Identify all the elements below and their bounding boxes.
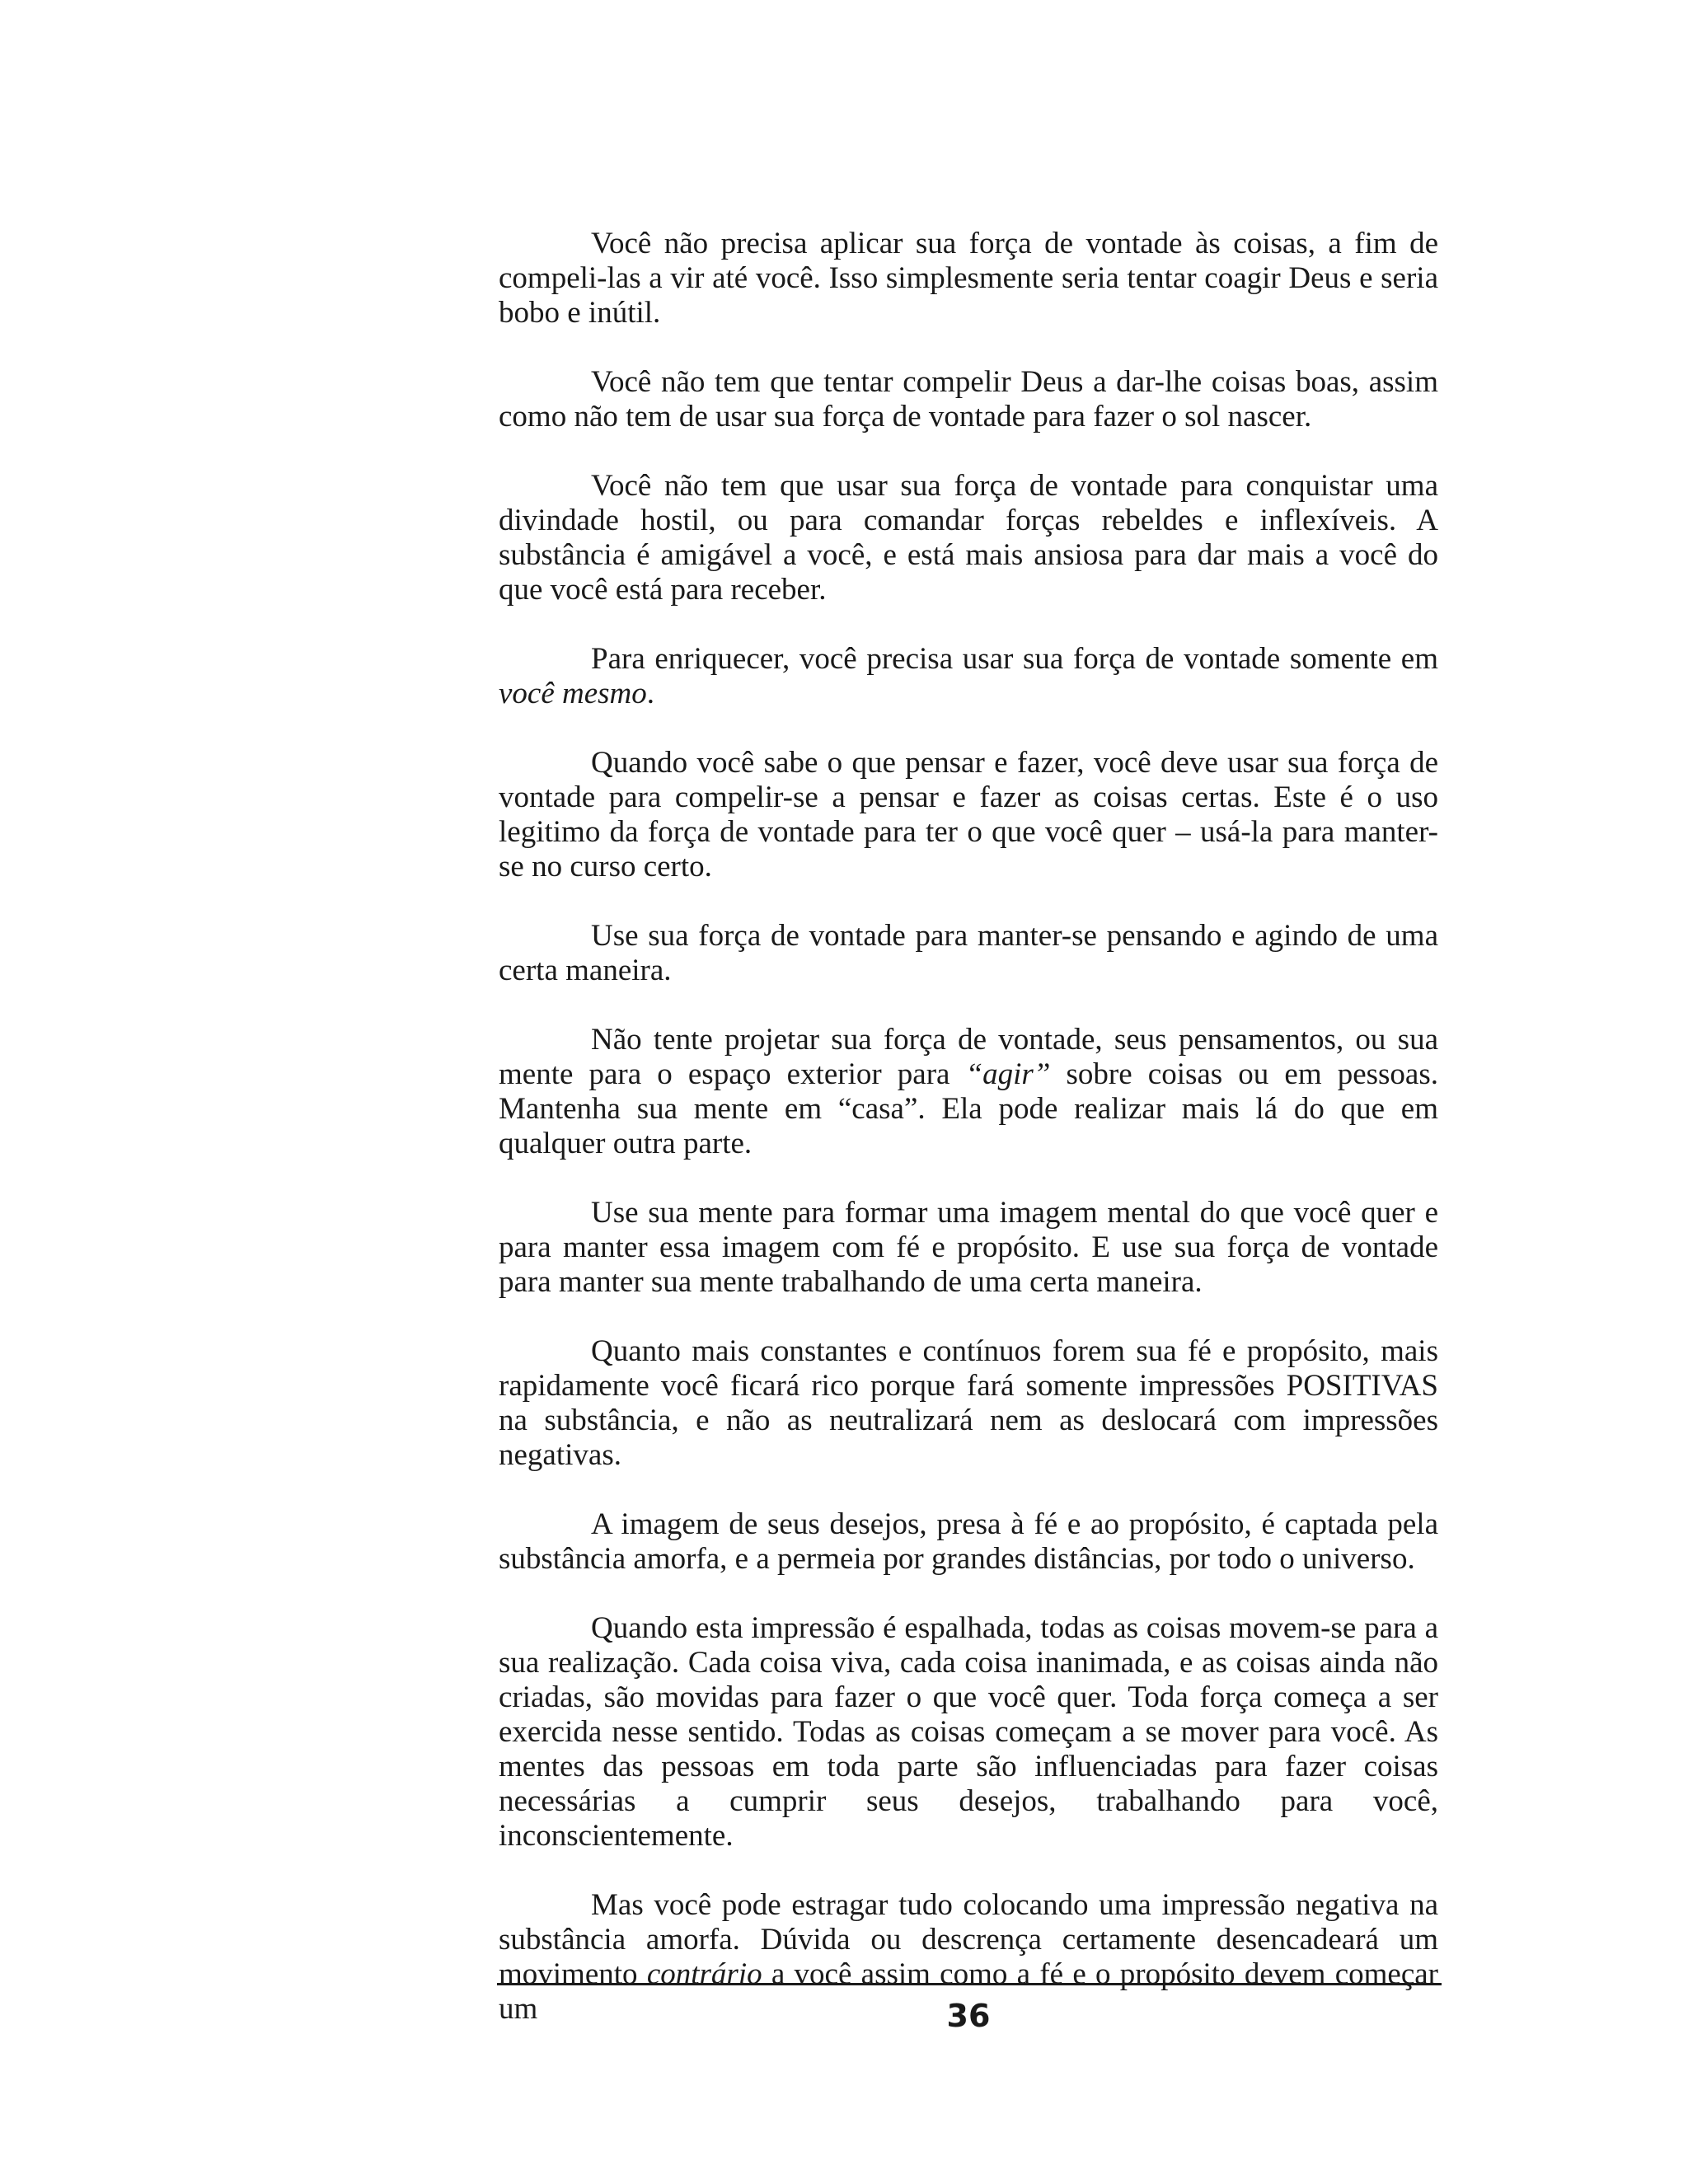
paragraph-4-tail: . xyxy=(646,677,655,710)
paragraph-9: Quanto mais constantes e contínuos forem sua fé e propósito, mais rapidamente você ficará rico porque fará somente impressões POSITIVAS na substância, e não as neutralizará nem as deslocará com impressões negativas. xyxy=(499,1334,1438,1472)
paragraph-7-italic: “agir” xyxy=(965,1057,1051,1091)
paragraph-1: Você não precisa aplicar sua força de vontade às coisas, a fim de compeli-las a vir até você. Isso simplesmente seria tentar coagir Deus e seria bobo e inútil. xyxy=(499,227,1438,330)
paragraph-8: Use sua mente para formar uma imagem mental do que você quer e para manter essa imagem com fé e propósito. E use sua força de vontade para manter sua mente trabalhando de uma certa maneira. xyxy=(499,1196,1438,1299)
paragraph-6: Use sua força de vontade para manter-se pensando e agindo de uma certa maneira. xyxy=(499,919,1438,987)
paragraph-7-text: Não tente projetar sua força de vontade, seus pensamentos, ou sua mente para o espaço exterior para xyxy=(499,1023,1438,1091)
paragraph-7-tail: sobre coisas ou em pessoas. Mantenha sua mente em “casa”. Ela pode realizar mais lá do que em qualquer outra parte. xyxy=(499,1057,1438,1160)
body-text xyxy=(499,227,1438,2061)
paragraph-12-italic: contrário xyxy=(646,1957,762,1991)
paragraph-7 xyxy=(499,1023,1438,1161)
paragraph-10: A imagem de seus desejos, presa à fé e ao propósito, é captada pela substância amorfa, e a permeia por grandes distâncias, por todo o universo. xyxy=(499,1507,1438,1576)
paragraph-4-italic: você mesmo xyxy=(499,677,647,710)
footer-divider xyxy=(497,1983,1442,1985)
paragraph-12-text: Mas você pode estragar tudo colocando uma impressão negativa na substância amorfa. Dúvida ou descrença certamente desencadeará um movimento xyxy=(499,1888,1438,1991)
paragraph-4-text: Para enriquecer, você precisa usar sua força de vontade somente em xyxy=(591,642,1438,676)
paragraph-5: Quando você sabe o que pensar e fazer, você deve usar sua força de vontade para compelir-se a pensar e fazer as coisas certas. Este é o uso legitimo da força de vontade para ter o que você quer – usá-la para manter-se no curso certo. xyxy=(499,746,1438,883)
paragraph-4 xyxy=(499,642,1438,711)
paragraph-3: Você não tem que usar sua força de vontade para conquistar uma divindade hostil, ou para comandar forças rebeldes e inflexíveis. A substância é amigável a você, e está mais ansiosa para dar mais a você do que você está para receber. xyxy=(499,469,1438,607)
paragraph-12-tail: a você assim como a fé e o propósito devem começar um xyxy=(499,1957,1438,2026)
paragraph-2: Você não tem que tentar compelir Deus a dar-lhe coisas boas, assim como não tem de usar sua força de vontade para fazer o sol nascer. xyxy=(499,365,1438,434)
paragraph-11: Quando esta impressão é espalhada, todas as coisas movem-se para a sua realização. Cada coisa viva, cada coisa inanimada, e as coisas ainda não criadas, são movidas para fazer o que você quer. Toda força começa a ser exercida nesse sentido. Todas as coisas começam a se mover para você. As mentes das pessoas em toda parte são influenciadas para fazer coisas necessárias a cumprir seus desejos, trabalhando para você, inconscientemente. xyxy=(499,1611,1438,1853)
page-number: 36 xyxy=(946,1998,991,2034)
